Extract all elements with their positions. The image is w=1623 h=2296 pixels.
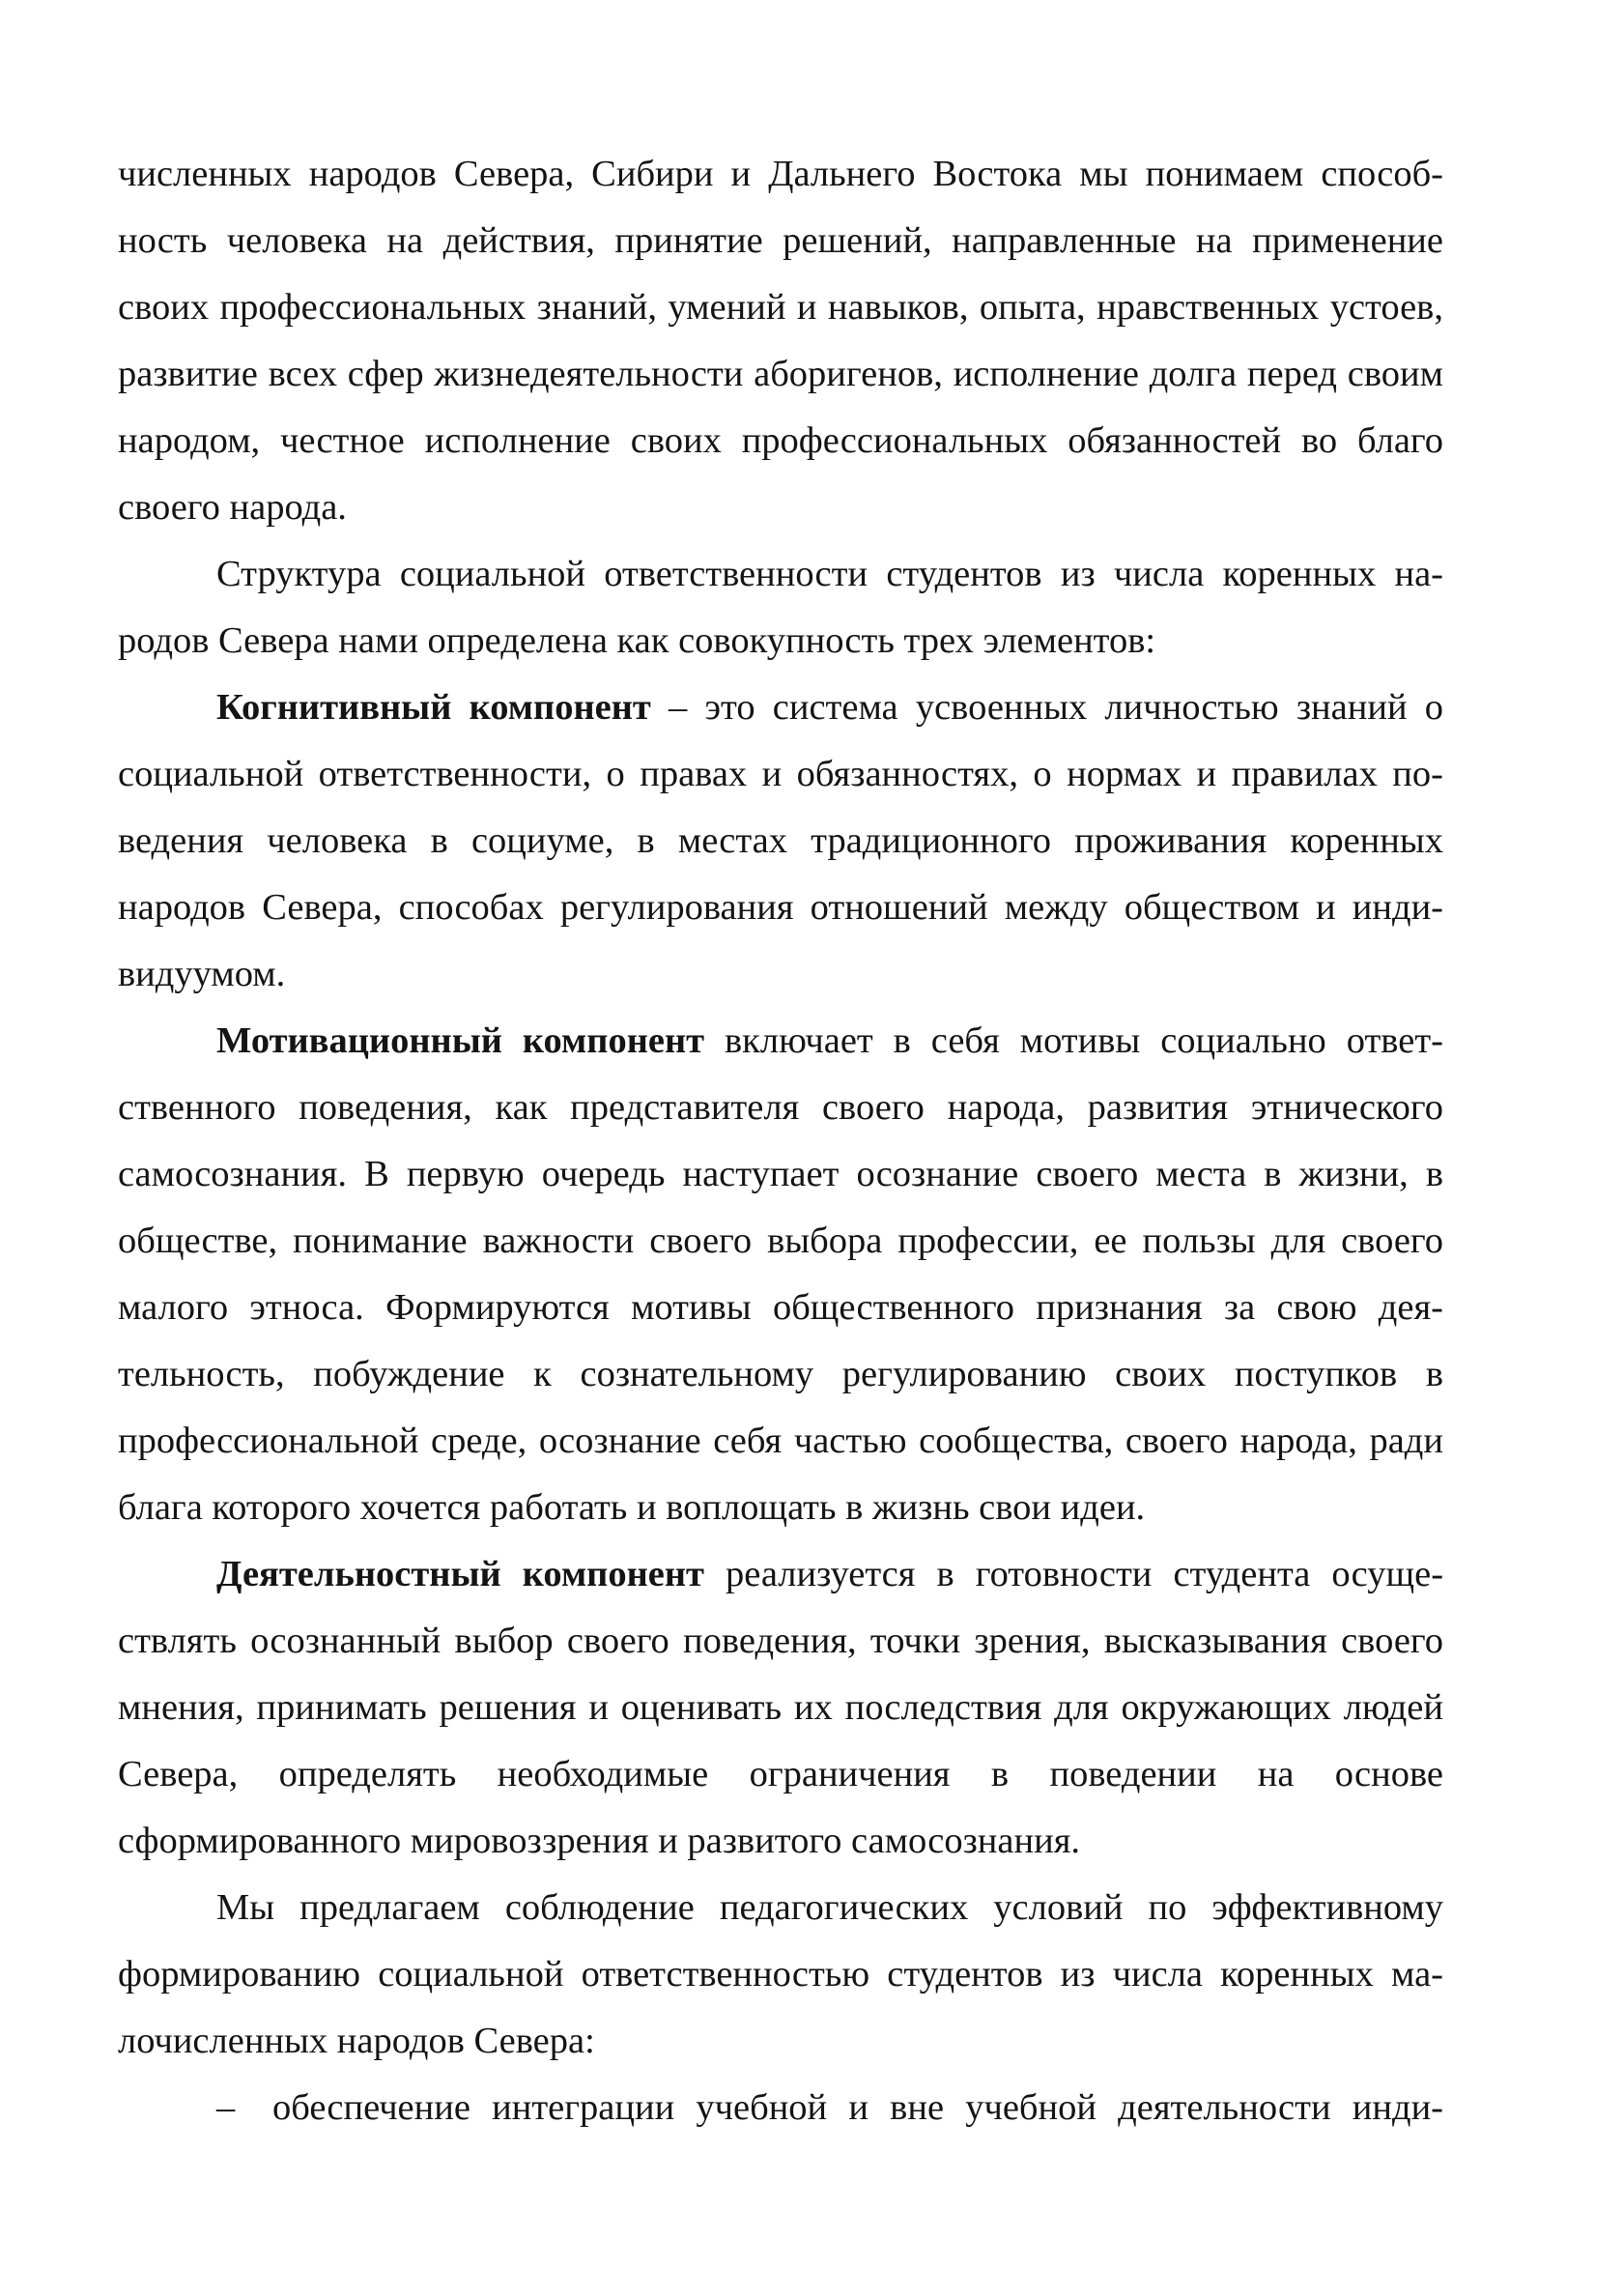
text-activity-component: реализуется в готовности студента осуществлять осознанный выбор своего поведения, точки зрения, высказывания своего мнения, принимать решения и оценивать их последствия для окружающих людей Севера, определять необходимые ограничения в поведении на основе сформированного мировоззрения и развитого самосознания. [118, 1554, 1444, 1861]
paragraph-motivational-component [118, 1008, 1443, 1541]
term-cognitive-component: Когнитивный компонент [216, 687, 651, 728]
document-page [118, 141, 1443, 2141]
term-motivational-component: Мотивационный компонент [216, 1020, 705, 1061]
paragraph-structure-intro: Структура социальной ответственности студентов из числа коренных народов Севера нами определена как совокупность трех элементов: [118, 554, 1443, 661]
list-dash: – [216, 2087, 236, 2128]
text-cognitive-component: – это система усвоенных личностью знаний о социальной ответственности, о правах и обязанностях, о нормах и правилах поведения человека в социуме, в местах традиционного проживания коренных народов Севера, способах регулирования отношений между обществом и индивидуумом. [118, 687, 1444, 994]
paragraph-cognitive-component [118, 674, 1443, 1008]
paragraph-pedagogical-conditions: Мы предлагаем соблюдение педагогических условий по эффективному формированию социальной ответственностью студентов из числа коренных малочисленных народов Севера: [118, 1887, 1443, 2061]
text-motivational-component: включает в себя мотивы социально ответственного поведения, как представителя своего народа, развития этнического самосознания. В первую очередь наступает осознание своего места в жизни, в обществе, понимание важности своего выбора профессии, ее пользы для своего малого этноса. Формируются мотивы общественного признания за свою деятельность, побуждение к сознательному регулированию своих поступков в профессиональной среде, осознание себя частью сообщества, своего народа, ради блага которого хочется работать и воплощать в жизнь свои идеи. [118, 1020, 1443, 1528]
list-item [118, 2075, 1443, 2141]
paragraph-definition-continuation: численных народов Севера, Сибири и Дальнего Востока мы понимаем способность человека на действия, принятие решений, направленные на применение своих профессиональных знаний, умений и навыков, опыта, нравственных устоев, развитие всех сфер жизнедеятельности аборигенов, исполнение долга перед своим народом, честное исполнение своих профессиональных обязанностей во благо своего народа. [118, 154, 1443, 528]
paragraph-activity-component [118, 1541, 1443, 1875]
list-item-text: обеспечение интеграции учебной и вне учебной деятельности инди- [272, 2087, 1443, 2128]
term-activity-component: Деятельностный компонент [216, 1554, 704, 1594]
